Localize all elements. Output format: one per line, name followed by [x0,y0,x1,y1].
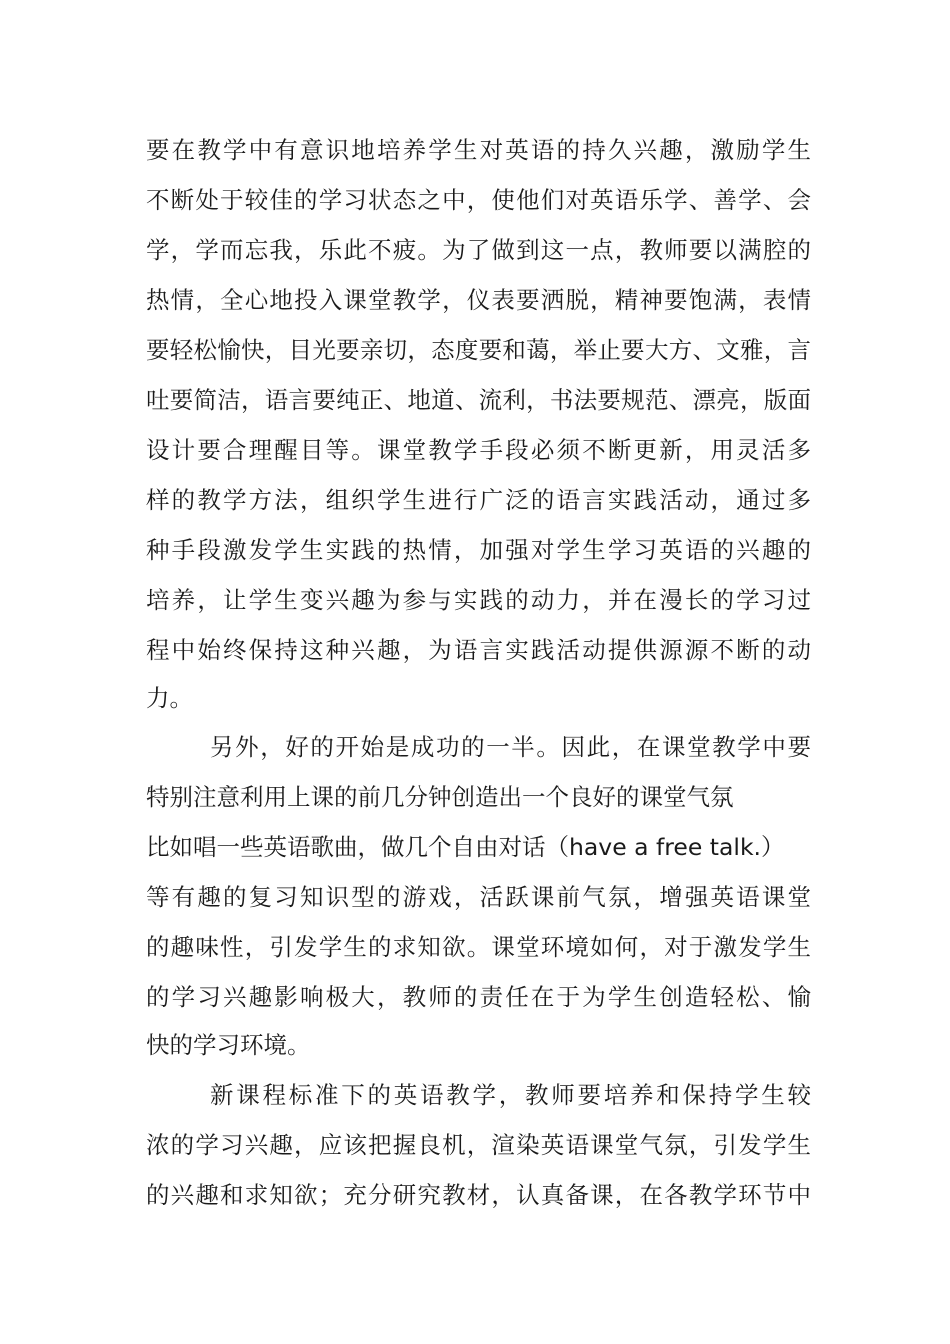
text-line: 不断处于较佳的学习状态之中，使他们对英语乐学、善学、会 [146,186,811,214]
english-phrase: have a free talk. [569,833,762,861]
text-line: 快的学习环境。 [146,1031,311,1059]
text-line: 要轻松愉快，目光要亲切，态度要和蔼，举止要大方、文雅，言 [146,336,811,364]
text-line: 种手段激发学生实践的热情，加强对学生学习英语的兴趣的 [146,536,811,564]
text-line: 的趣味性，引发学生的求知欲。课堂环境如何，对于激发学生 [146,933,811,961]
text-line: 的兴趣和求知欲；充分研究教材，认真备课，在各教学环节中 [146,1181,811,1209]
text-line: 吐要简洁，语言要纯正、地道、流利，书法要规范、漂亮，版面 [146,386,811,414]
text-segment: 比如唱一些英语歌曲，做几个自由对话（ [146,833,569,861]
text-line: 学，学而忘我，乐此不疲。为了做到这一点，教师要以满腔的 [146,236,811,264]
text-line: 热情，全心地投入课堂教学，仪表要洒脱，精神要饱满，表情 [146,286,811,314]
text-line: 浓的学习兴趣，应该把握良机，渲染英语课堂气氛，引发学生 [146,1131,811,1159]
text-line: 设计要合理醒目等。课堂教学手段必须不断更新，用灵活多 [146,436,811,464]
paragraph-first-line: 另外，好的开始是成功的一半。因此，在课堂教学中要 [210,733,811,761]
text-line: 样的教学方法，组织学生进行广泛的语言实践活动，通过多 [146,486,811,514]
text-segment: ） [761,833,785,861]
text-line: 培养，让学生变兴趣为参与实践的动力，并在漫长的学习过 [146,586,811,614]
text-line [146,827,811,867]
text-line: 等有趣的复习知识型的游戏，活跃课前气氛，增强英语课堂 [146,883,811,911]
paragraph-first-line: 新课程标准下的英语教学，教师要培养和保持学生较 [210,1081,811,1109]
text-line: 要在教学中有意识地培养学生对英语的持久兴趣，激励学生 [146,136,811,164]
text-line: 力。 [146,684,193,712]
text-line: 的学习兴趣影响极大，教师的责任在于为学生创造轻松、愉 [146,983,811,1011]
text-line: 特别注意利用上课的前几分钟创造出一个良好的课堂气氛 [146,783,734,811]
text-line: 程中始终保持这种兴趣，为语言实践活动提供源源不断的动 [146,636,811,664]
